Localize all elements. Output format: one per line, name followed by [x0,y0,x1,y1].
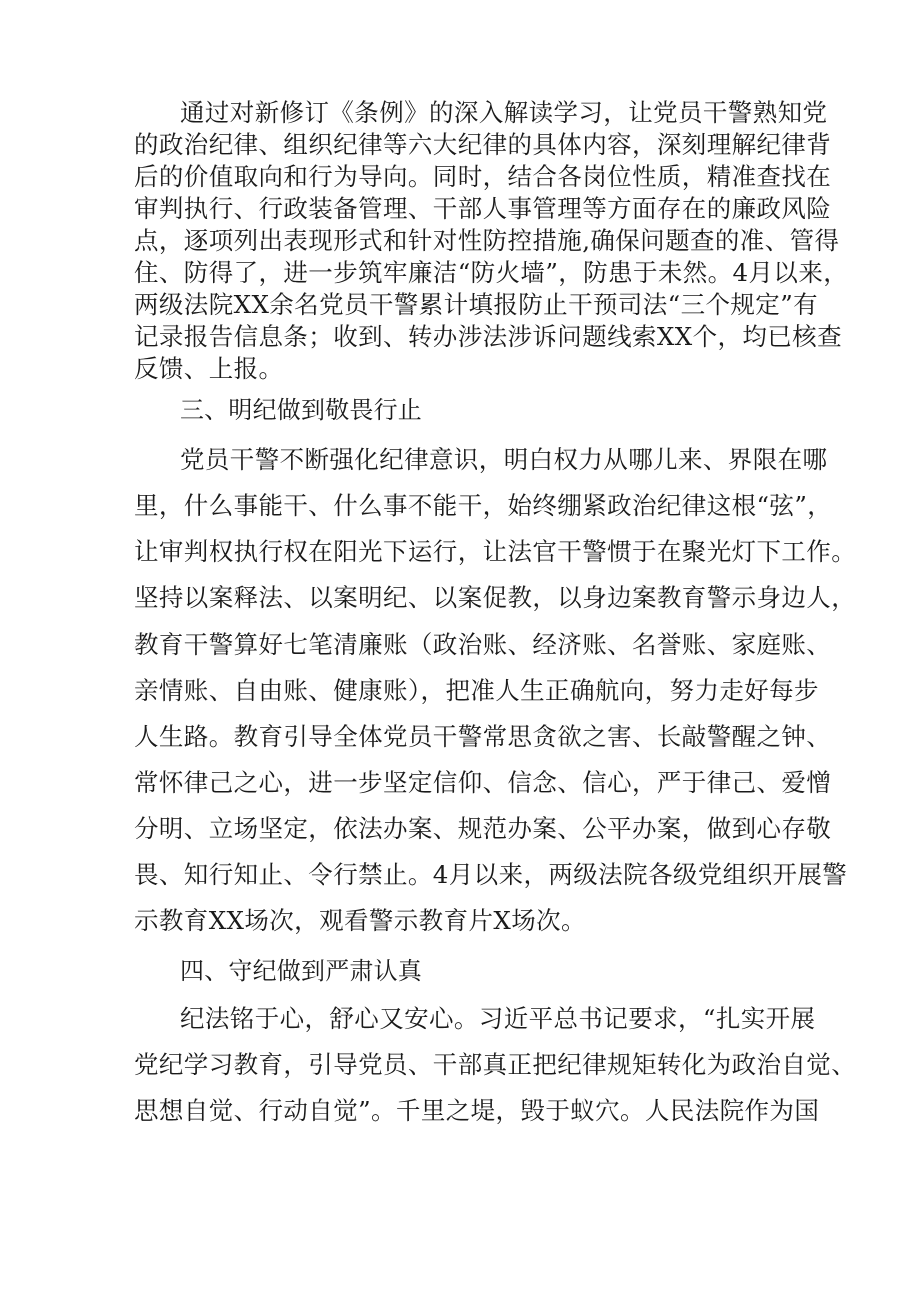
paragraph-line: 纪法铭于心，舒心又安心。习近平总书记要求，“扎实开展 [180,1004,816,1033]
paragraph-line: 后的价值取向和行为导向。同时，结合各岗位性质，精准查找在 [134,162,832,191]
paragraph-line: 思想自觉、行动自觉”。千里之堤，毁于蚁穴。人民法院作为国 [134,1096,820,1125]
paragraph-line: 两级法院XX余名党员干警累计填报防止干预司法“三个规定”有 [134,290,819,319]
paragraph-line: 教育干警算好七笔清廉账（政治账、经济账、名誉账、家庭账、 [134,630,832,659]
paragraph-line: 通过对新修订《条例》的深入解读学习，让党员干警熟知党 [180,98,828,127]
paragraph-line: 让审判权执行权在阳光下运行，让法官干警惯于在聚光灯下工作。 [134,537,857,566]
paragraph-line: 审判执行、行政装备管理、干部人事管理等方面存在的廉政风险 [134,194,832,223]
paragraph-line: 畏、知行知止、令行禁止。4月以来，两级法院各级党组织开展警 [134,860,848,889]
paragraph-line: 坚持以案释法、以案明纪、以案促教，以身边案教育警示身边人， [134,583,857,612]
paragraph-line: 的政治纪律、组织纪律等六大纪律的具体内容，深刻理解纪律背 [134,130,832,159]
section-heading: 三、明纪做到敬畏行止 [180,396,422,424]
section-heading: 四、守纪做到严肃认真 [180,957,422,985]
paragraph-line: 党纪学习教育，引导党员、干部真正把纪律规矩转化为政治自觉、 [134,1050,857,1079]
paragraph-line: 亲情账、自由账、健康账），把准人生正确航向，努力走好每步 [134,676,819,705]
paragraph-line: 记录报告信息条；收到、转办涉法涉诉问题线索XX个，均已核查 [134,322,842,351]
paragraph-line: 人生路。教育引导全体党员干警常思贪欲之害、长敲警醒之钟、 [134,722,832,751]
paragraph-line: 常怀律己之心，进一步坚定信仰、信念、信心，严于律己、爱憎 [134,768,832,797]
paragraph-line: 点，逐项列出表现形式和针对性防控措施,确保问题查的准、管得 [134,226,840,255]
paragraph-line: 里，什么事能干、什么事不能干，始终绷紧政治纪律这根“弦”， [134,491,833,520]
paragraph-line: 党员干警不断强化纪律意识，明白权力从哪儿来、界限在哪 [180,445,828,474]
paragraph-line: 分明、立场坚定，依法办案、规范办案、公平办案，做到心存敬 [134,814,832,843]
paragraph-line: 示教育XX场次，观看警示教育片X场次。 [134,906,586,935]
paragraph-line: 住、防得了，进一步筑牢廉洁“防火墙”，防患于未然。4月以来， [134,258,849,287]
paragraph-line: 反馈、上报。 [134,354,284,383]
